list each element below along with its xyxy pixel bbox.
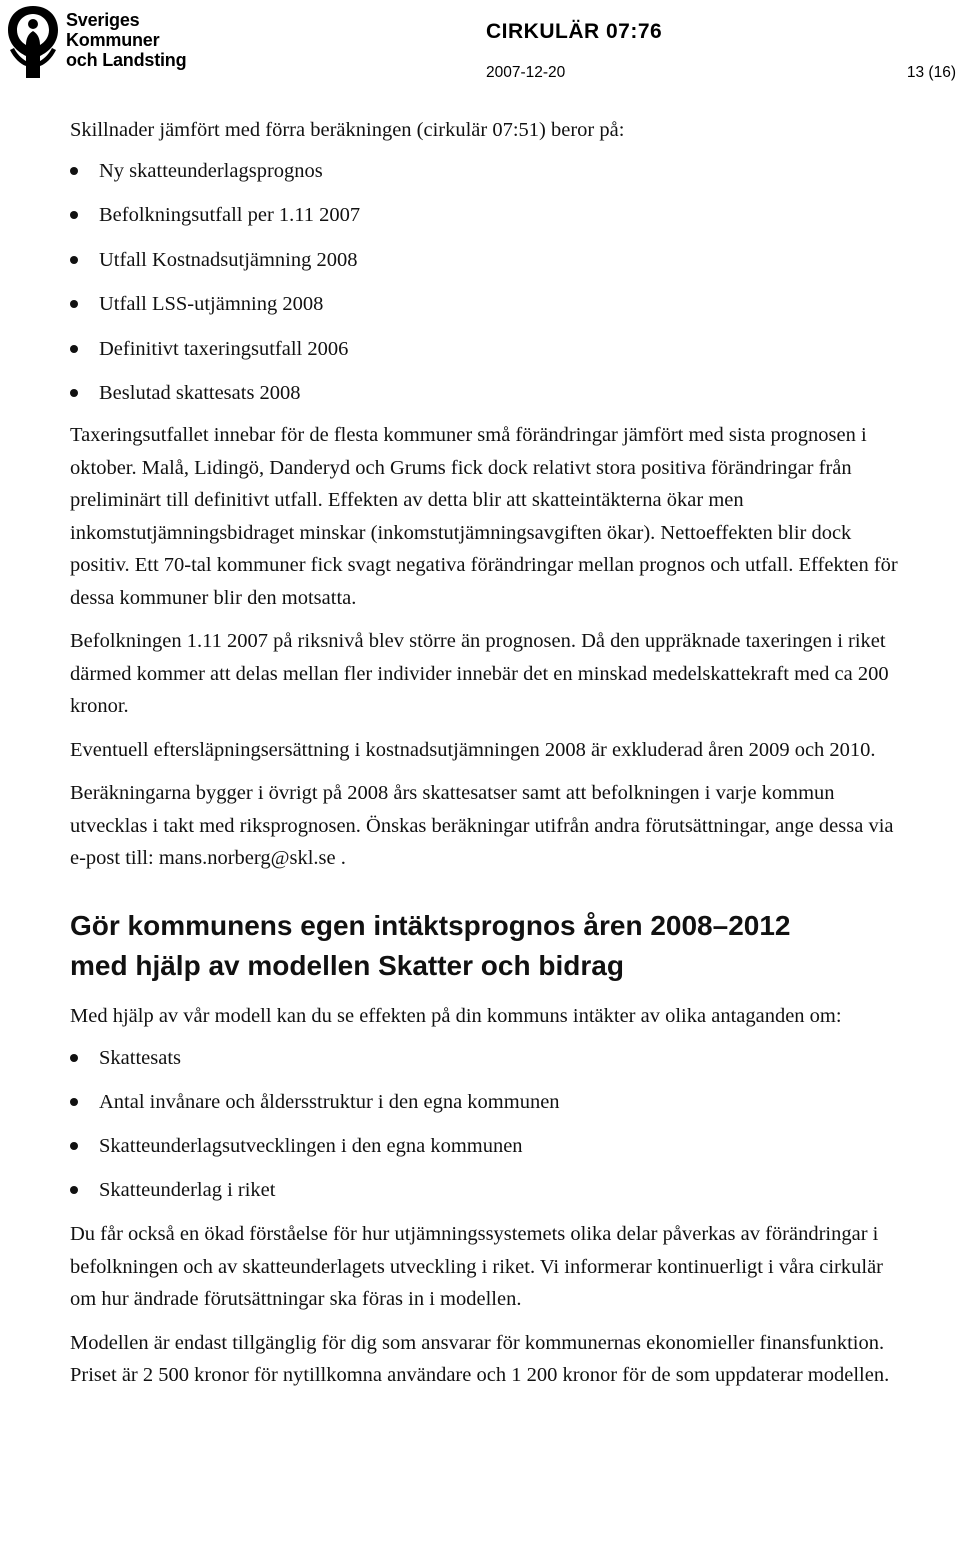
document-body [70, 114, 900, 1392]
logo-emblem-icon [4, 4, 62, 80]
paragraph-calculations: Beräkningarna bygger i övrigt på 2008 års skattesatser samt att befolkningen i varje kommun utvecklas i takt med riksprognosen. Önskas beräkningar utifrån andra förutsättningar, ange dessa via e-post till: mans.norberg@skl.se . [70, 782, 894, 869]
circular-title: CIRKULÄR 07:76 [486, 20, 663, 43]
bullet-icon [70, 389, 78, 397]
logo-wordmark [66, 10, 186, 70]
bullet-icon [70, 300, 78, 308]
paragraph-understanding: Du får också en ökad förståelse för hur utjämningssystemets olika delar påverkas av förändringar i befolkningen och av skatteunderlagets utveckling i riket. Vi informerar kontinuerligt i våra cirkulär om hur ändrade förutsättningar ska föras in i modellen. [70, 1223, 884, 1310]
bullet-icon [70, 345, 78, 353]
section-heading [70, 906, 900, 986]
bullet-icon [70, 1142, 78, 1150]
list-item: Skatteunderlag i riket [70, 1174, 900, 1210]
page-number: 13 (16) [906, 64, 956, 81]
list-item: Befolkningsutfall per 1.11 2007 [70, 199, 900, 244]
list-item: Skatteunderlagsutvecklingen i den egna kommunen [70, 1130, 900, 1174]
assumptions-list [70, 1042, 900, 1210]
list-item: Utfall Kostnadsutjämning 2008 [70, 244, 900, 289]
list-item: Definitivt taxeringsutfall 2006 [70, 333, 900, 378]
heading-line-1: Gör kommunens egen intäktsprognos åren 2008–2012 [70, 909, 791, 941]
logo-line-2: Kommuner [66, 30, 160, 50]
list-item: Ny skatteunderlagsprognos [70, 155, 900, 200]
organization-logo [4, 4, 204, 80]
bullet-icon [70, 256, 78, 264]
bullet-icon [70, 167, 78, 175]
model-intro: Med hjälp av vår modell kan du se effekten på din kommuns intäkter av olika antaganden om: [70, 1004, 842, 1027]
paragraph-tax-outcome: Taxeringsutfallet innebar för de flesta kommuner små förändringar jämfört med sista prognosen i oktober. Malå, Lidingö, Danderyd och Grums fick dock relativt stora positiva förändringar från preliminärt till definitivt utfall. Effekten av detta blir att skatteintäkterna ökar men inkomstutjämningsbidraget minskar (inkomstutjämningsavgiften ökar). Nettoeffekten blir dock positiv. Ett 70-tal kommuner fick svagt negativa förändringar mellan prognos och utfall. Effekten för dessa kommuner blir den motsatta. [70, 424, 898, 609]
changes-intro: Skillnader jämfört med förra beräkningen (cirkulär 07:51) beror på: [70, 119, 625, 141]
bullet-icon [70, 1186, 78, 1194]
paragraph-population: Befolkningen 1.11 2007 på riksnivå blev större än prognosen. Då den uppräknade taxeringen i riket därmed kommer att delas mellan fler individer innebär det en minskad medelskattekraft med ca 200 kronor. [70, 630, 889, 717]
list-item: Beslutad skattesats 2008 [70, 377, 900, 410]
changes-list [70, 155, 900, 411]
paragraph-compensation: Eventuell eftersläpningsersättning i kostnadsutjämningen 2008 är exkluderad åren 2009 och 2010. [70, 738, 876, 761]
list-item: Skattesats [70, 1042, 900, 1086]
list-item: Antal invånare och åldersstruktur i den egna kommunen [70, 1086, 900, 1130]
bullet-icon [70, 1098, 78, 1106]
bullet-icon [70, 211, 78, 219]
paragraph-pricing: Modellen är endast tillgänglig för dig som ansvarar för kommunernas ekonomieller finansfunktion. Priset är 2 500 kronor för nytillkomna användare och 1 200 kronor för de som uppdaterar modellen. [70, 1331, 890, 1386]
list-item: Utfall LSS-utjämning 2008 [70, 288, 900, 333]
heading-line-2: med hjälp av modellen Skatter och bidrag [70, 949, 624, 981]
bullet-icon [70, 1054, 78, 1062]
logo-line-1: Sveriges [66, 10, 140, 30]
circular-date: 2007-12-20 [486, 64, 566, 81]
logo-line-3: och Landsting [66, 50, 187, 70]
